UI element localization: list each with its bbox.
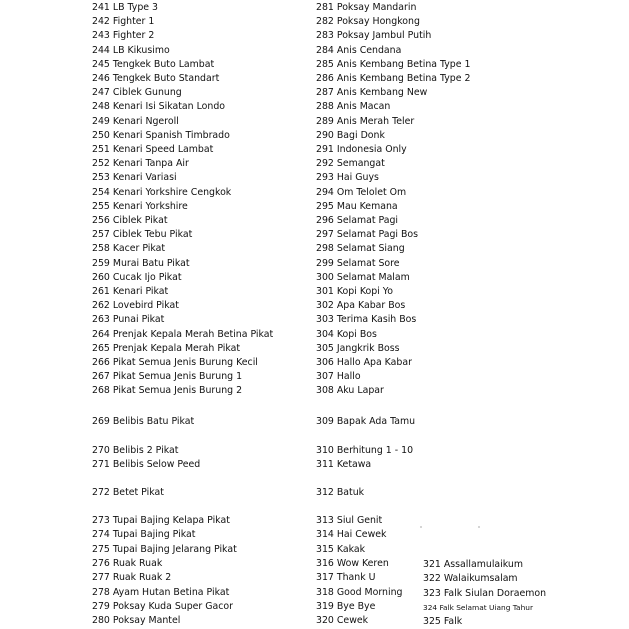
list-item: 321 Assallamulaikum: [423, 559, 523, 570]
list-item: 317 Thank U: [316, 572, 376, 584]
list-item: 247 Ciblek Gunung: [92, 87, 182, 99]
list-item: 281 Poksay Mandarin: [316, 2, 417, 13]
list-item: 248 Kenari Isi Sikatan Londo: [92, 101, 226, 113]
list-item: 284 Anis Cendana: [316, 44, 402, 56]
list-item: 319 Bye Bye: [316, 600, 376, 612]
list-item: 241 LB Type 3: [92, 2, 158, 13]
list-item: 301 Kopi Kopi Yo: [316, 286, 393, 297]
list-item: 264 Prenjak Kepala Merah Betina Pikat: [92, 328, 274, 340]
list-item: 283 Poksay Jambul Putih: [316, 30, 432, 42]
list-item: 303 Terima Kasih Bos: [316, 314, 417, 326]
list-item: 242 Fighter 1: [92, 16, 155, 28]
list-item: 244 LB Kikusimo: [92, 44, 170, 56]
list-item: 299 Selamat Sore: [316, 257, 400, 269]
list-item: 325 Falk: [423, 616, 463, 628]
list-item: 245 Tengkek Buto Lambat: [92, 58, 215, 70]
list-item: 251 Kenari Speed Lambat: [92, 144, 214, 155]
list-item: 277 Ruak Ruak 2: [92, 572, 172, 584]
list-item: 287 Anis Kembang New: [316, 87, 428, 99]
list-item: 320 Cewek: [316, 615, 369, 627]
list-item: 270 Belibis 2 Pikat: [92, 445, 179, 456]
list-item: 296 Selamat Pagi: [316, 215, 399, 226]
list-item: 307 Hallo: [316, 371, 361, 383]
list-item: 324 Falk Selamat Uiang Tahur: [423, 602, 533, 612]
list-item: 315 Kakak: [316, 543, 366, 555]
list-item: 288 Anis Macan: [316, 101, 391, 113]
list-item: 257 Ciblek Tebu Pikat: [92, 229, 193, 241]
list-item: 271 Belibis Selow Peed: [92, 459, 201, 470]
list-item: 316 Wow Keren: [316, 557, 389, 569]
list-item: 254 Kenari Yorkshire Cengkok: [92, 186, 232, 198]
list-item: 266 Pikat Semua Jenis Burung Kecil: [92, 357, 258, 368]
list-item: 292 Semangat: [316, 158, 385, 170]
list-item: 297 Selamat Pagi Bos: [316, 229, 419, 241]
list-item: 272 Betet Pikat: [92, 487, 164, 498]
list-item: 256 Ciblek Pikat: [92, 215, 168, 226]
list-item: 280 Poksay Mantel: [92, 615, 181, 627]
list-item: 250 Kenari Spanish Timbrado: [92, 129, 230, 141]
list-item: 246 Tengkek Buto Standart: [92, 73, 220, 84]
list-item: 267 Pikat Semua Jenis Burung 1: [92, 371, 243, 383]
list-item: 276 Ruak Ruak: [92, 557, 163, 569]
list-item: 279 Poksay Kuda Super Gacor: [92, 600, 234, 612]
list-item: 310 Berhitung 1 - 10: [316, 445, 414, 456]
list-item: 309 Bapak Ada Tamu: [316, 416, 416, 427]
list-item: 323 Falk Siulan Doraemon: [423, 587, 547, 599]
list-item: 260 Cucak Ijo Pikat: [92, 271, 182, 283]
list-item: 259 Murai Batu Pikat: [92, 257, 190, 269]
list-item: 278 Ayam Hutan Betina Pikat: [92, 586, 230, 598]
list-item: 318 Good Morning: [316, 586, 403, 598]
list-item: 282 Poksay Hongkong: [316, 16, 420, 28]
dust-speck: [420, 526, 422, 528]
list-item: 274 Tupai Bajing Pikat: [92, 529, 196, 541]
list-item: 314 Hai Cewek: [316, 529, 387, 541]
list-item: 262 Lovebird Pikat: [92, 300, 179, 312]
list-item: 252 Kenari Tanpa Air: [92, 158, 189, 170]
list-item: 293 Hai Guys: [316, 172, 379, 184]
list-item: 263 Punai Pikat: [92, 314, 165, 326]
list-item: 294 Om Telolet Om: [316, 186, 407, 198]
list-item: 308 Aku Lapar: [316, 385, 384, 397]
list-item: 322 Walaikumsalam: [423, 573, 518, 585]
list-item: 249 Kenari Ngeroll: [92, 115, 179, 127]
list-item: 269 Belibis Batu Pikat: [92, 416, 195, 427]
list-item: 313 Siul Genit: [316, 515, 383, 526]
list-item: 255 Kenari Yorkshire: [92, 200, 188, 212]
list-item: 243 Fighter 2: [92, 30, 155, 42]
list-item: 305 Jangkrik Boss: [316, 342, 400, 354]
list-item: 306 Hallo Apa Kabar: [316, 357, 412, 368]
list-item: 300 Selamat Malam: [316, 271, 410, 283]
list-item: 295 Mau Kemana: [316, 200, 398, 212]
list-item: 311 Ketawa: [316, 459, 372, 470]
list-item: 291 Indonesia Only: [316, 144, 407, 155]
list-item: 253 Kenari Variasi: [92, 172, 177, 184]
list-item: 268 Pikat Semua Jenis Burung 2: [92, 385, 243, 397]
dust-speck: [478, 526, 480, 528]
list-item: 261 Kenari Pikat: [92, 286, 169, 297]
list-item: 258 Kacer Pikat: [92, 243, 166, 255]
list-item: 289 Anis Merah Teler: [316, 115, 415, 127]
list-item: 286 Anis Kembang Betina Type 2: [316, 73, 471, 84]
list-item: 298 Selamat Siang: [316, 243, 405, 255]
list-item: 302 Apa Kabar Bos: [316, 300, 406, 312]
list-item: 290 Bagi Donk: [316, 129, 385, 141]
list-item: 304 Kopi Bos: [316, 328, 377, 340]
list-item: 265 Prenjak Kepala Merah Pikat: [92, 342, 241, 354]
list-item: 275 Tupai Bajing Jelarang Pikat: [92, 543, 237, 555]
list-item: 273 Tupai Bajing Kelapa Pikat: [92, 515, 230, 526]
list-item: 312 Batuk: [316, 487, 365, 498]
list-item: 285 Anis Kembang Betina Type 1: [316, 58, 471, 70]
